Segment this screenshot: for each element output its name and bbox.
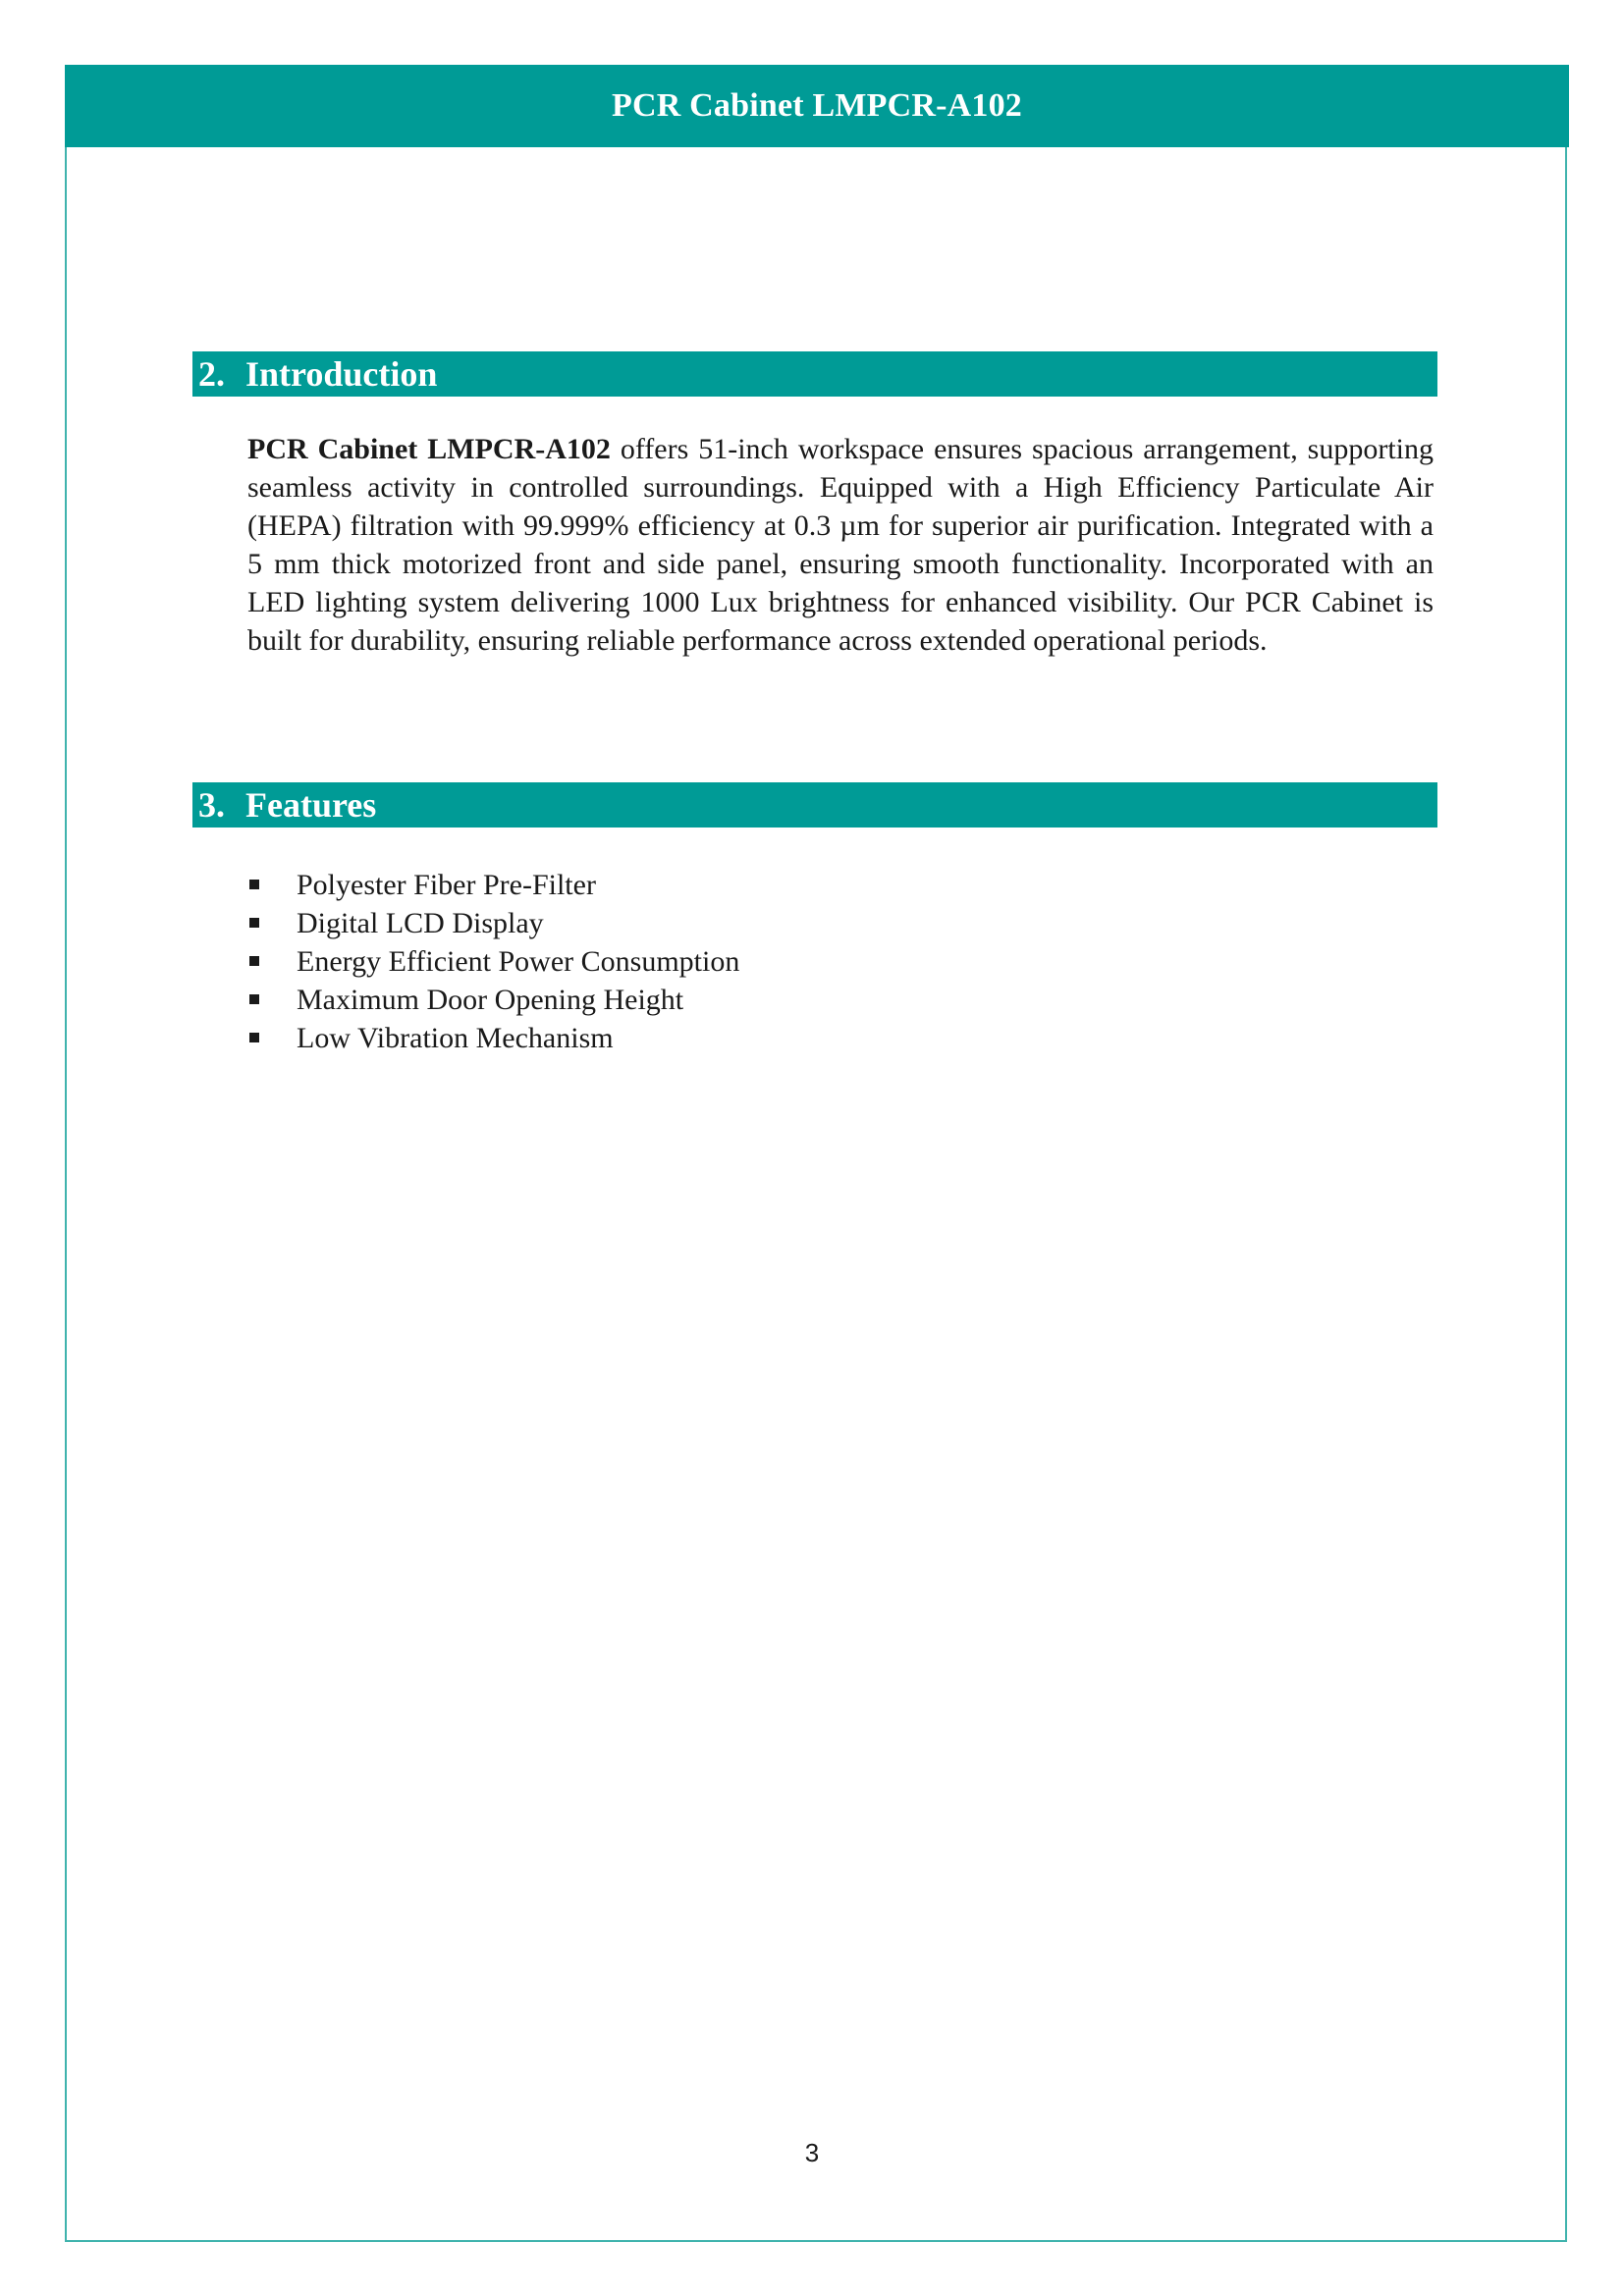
list-item <box>247 866 1327 904</box>
document-title: PCR Cabinet LMPCR-A102 <box>611 87 1023 124</box>
feature-text: Low Vibration Mechanism <box>297 1022 614 1054</box>
section-heading-introduction <box>192 351 1437 397</box>
list-item <box>247 981 1327 1019</box>
feature-text: Polyester Fiber Pre-Filter <box>297 869 596 901</box>
feature-text: Digital LCD Display <box>297 907 544 939</box>
section-heading-features <box>192 782 1437 828</box>
section-number: 3. <box>198 785 225 825</box>
list-item <box>247 1019 1327 1057</box>
features-list <box>247 866 1327 1057</box>
section-number: 2. <box>198 354 225 394</box>
square-bullet-icon <box>249 994 259 1004</box>
feature-text: Energy Efficient Power Consumption <box>297 945 740 978</box>
introduction-paragraph <box>247 430 1434 660</box>
section-title: Features <box>245 785 377 825</box>
feature-text: Maximum Door Opening Height <box>297 984 684 1016</box>
document-header <box>65 65 1569 147</box>
square-bullet-icon <box>249 880 259 889</box>
list-item <box>247 904 1327 942</box>
section-title: Introduction <box>245 354 438 394</box>
introduction-body: offers 51-inch workspace ensures spacious arrangement, supporting seamless activity in controlled surroundings. Equipped with a High Efficiency Particulate Air (HEPA) filtration with 99.999% efficiency at 0.3 µm for superior air purification. Integrated with a 5 mm thick motorized front and side panel, ensuring smooth functionality. Incorporated with an LED lighting system delivering 1000 Lux brightness for enhanced visibility. Our PCR Cabinet is built for durability, ensuring reliable performance across extended operational periods. <box>247 433 1434 657</box>
page-number: 3 <box>804 2138 820 2167</box>
product-name: PCR Cabinet LMPCR-A102 <box>247 433 611 465</box>
square-bullet-icon <box>249 956 259 966</box>
square-bullet-icon <box>249 1033 259 1042</box>
square-bullet-icon <box>249 918 259 928</box>
list-item <box>247 942 1327 981</box>
